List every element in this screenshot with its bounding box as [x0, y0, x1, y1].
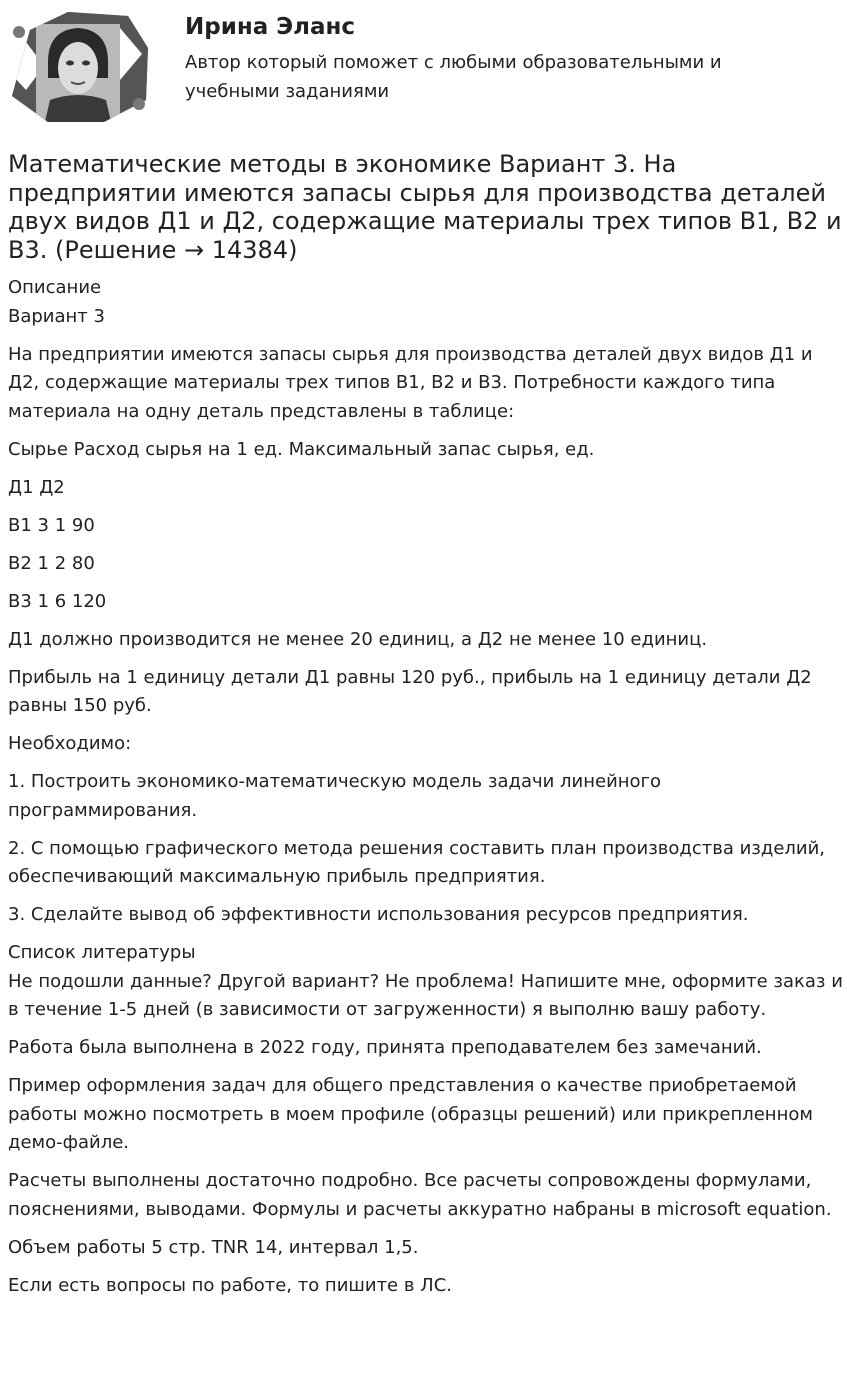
description-heading: Описание	[8, 277, 102, 298]
task-constraint: Д1 должно производится не менее 20 единиц, а Д2 не менее 10 единиц.	[8, 628, 708, 650]
task-step: 2. С помощью графического метода решения составить план производства изделий, обеспечивающий максимальную прибыль предприятия.	[8, 837, 826, 887]
table-row: В3 1 6 120	[8, 590, 107, 612]
variant-label: Вариант 3	[8, 305, 105, 327]
task-step: 1. Построить экономико-математическую модель задачи линейного программирования.	[8, 771, 662, 821]
author-avatar[interactable]	[8, 8, 150, 126]
note-paragraph: Пример оформления задач для общего представления о качестве приобретаемой работы можно посмотреть в моем профиле (образцы решений) или прикрепленном демо-файле.	[8, 1075, 813, 1153]
table-row: В2 1 2 80	[8, 552, 95, 574]
author-description: Автор который поможет с любыми образовательными и учебными заданиями	[185, 52, 722, 102]
page-title: Математические методы в экономике Вариант 3. На предприятии имеются запасы сырья для производства деталей двух видов Д1 и Д2, содержащие материалы трех типов В1, В2 и В3. (Решение → 14384)	[8, 150, 842, 264]
required-label: Необходимо:	[8, 733, 132, 754]
task-profit: Прибыль на 1 единицу детали Д1 равны 120 руб., прибыль на 1 единицу детали Д2 равны 150 руб.	[8, 666, 812, 716]
note-paragraph: Работа была выполнена в 2022 году, принята преподавателем без замечаний.	[8, 1037, 762, 1058]
note-paragraph: Если есть вопросы по работе, то пишите в ЛС.	[8, 1274, 453, 1296]
table-subheader: Д1 Д2	[8, 476, 65, 498]
note-paragraph: Объем работы 5 стр. TNR 14, интервал 1,5.	[8, 1236, 419, 1258]
literature-heading: Список литературы	[8, 942, 196, 963]
author-name[interactable]: Ирина Эланс	[185, 14, 356, 40]
task-intro: На предприятии имеются запасы сырья для производства деталей двух видов Д1 и Д2, содержащие материалы трех типов В1, В2 и В3. Потребности каждого типа материала на одну деталь представлены в таблице:	[8, 343, 813, 422]
author-card	[0, 0, 847, 135]
note-paragraph: Расчеты выполнены достаточно подробно. Все расчеты сопровождены формулами, пояснениями, выводами. Формулы и расчеты аккуратно набраны в microsoft equation.	[8, 1170, 832, 1220]
table-header: Сырье Расход сырья на 1 ед. Максимальный запас сырья, ед.	[8, 438, 595, 460]
task-step: 3. Сделайте вывод об эффективности использования ресурсов предприятия.	[8, 904, 749, 925]
work-description	[8, 274, 843, 1310]
table-row: В1 3 1 90	[8, 514, 95, 536]
note-paragraph: Не подошли данные? Другой вариант? Не проблема! Напишите мне, оформите заказ и в течение 1-5 дней (в зависимости от загруженности) я выполню вашу работу.	[8, 970, 843, 1020]
